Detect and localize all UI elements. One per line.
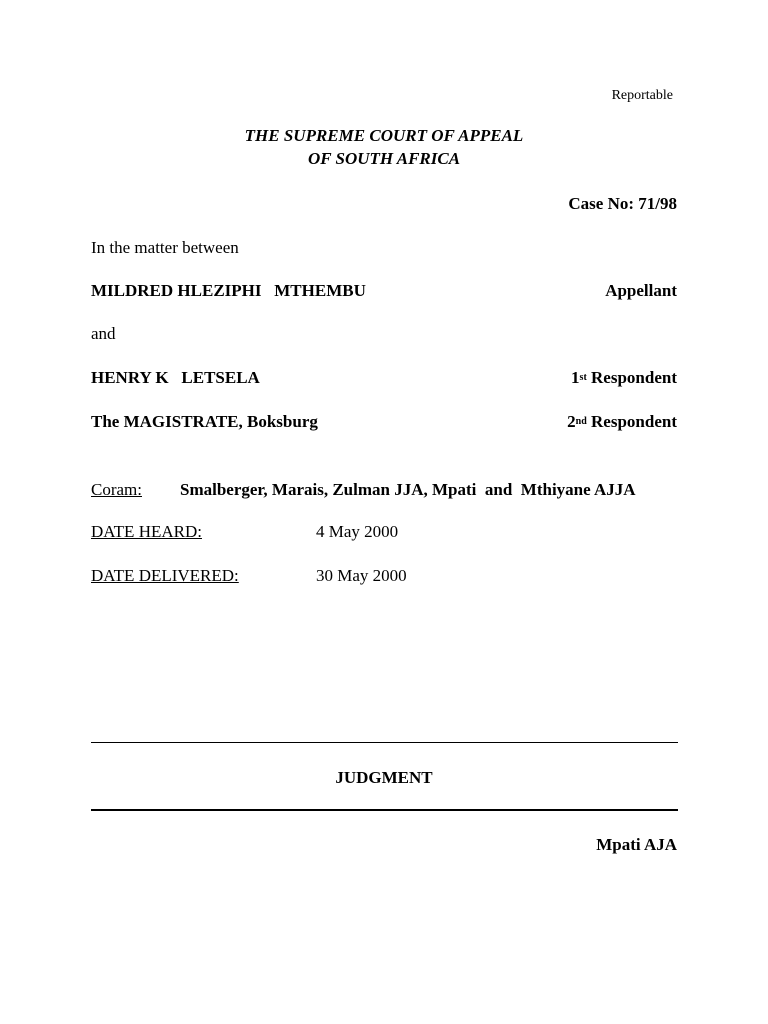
- rule-bottom: [91, 809, 678, 811]
- date-delivered-label: DATE DELIVERED:: [91, 566, 239, 585]
- appellant-name: MILDRED HLEZIPHI MTHEMBU: [91, 281, 366, 300]
- appellant-role: Appellant: [605, 281, 677, 300]
- coram-label: Coram:: [91, 480, 142, 499]
- party-conjunction: and: [91, 324, 116, 343]
- judgment-author: Mpati AJA: [596, 835, 677, 854]
- respondent1-name: HENRY K LETSELA: [91, 368, 260, 387]
- date-heard-value: 4 May 2000: [316, 522, 399, 541]
- coram-value: Smalberger, Marais, Zulman JJA, Mpati and Mthiyane AJJA: [180, 480, 636, 499]
- court-title-line2: OF SOUTH AFRICA: [307, 149, 461, 168]
- matter-intro: In the matter between: [91, 238, 239, 257]
- court-title-line1: THE SUPREME COURT OF APPEAL: [244, 126, 524, 145]
- reportable-label: Reportable: [611, 88, 673, 103]
- date-heard-label: DATE HEARD:: [91, 522, 202, 541]
- date-delivered-value: 30 May 2000: [316, 566, 407, 585]
- rule-top: [91, 742, 678, 743]
- respondent2-name: The MAGISTRATE, Boksburg: [91, 412, 318, 431]
- respondent1-role: 1st Respondent: [571, 368, 677, 387]
- judgment-heading: JUDGMENT: [335, 768, 433, 787]
- respondent2-role: 2nd Respondent: [567, 412, 677, 431]
- case-number: Case No: 71/98: [568, 194, 677, 213]
